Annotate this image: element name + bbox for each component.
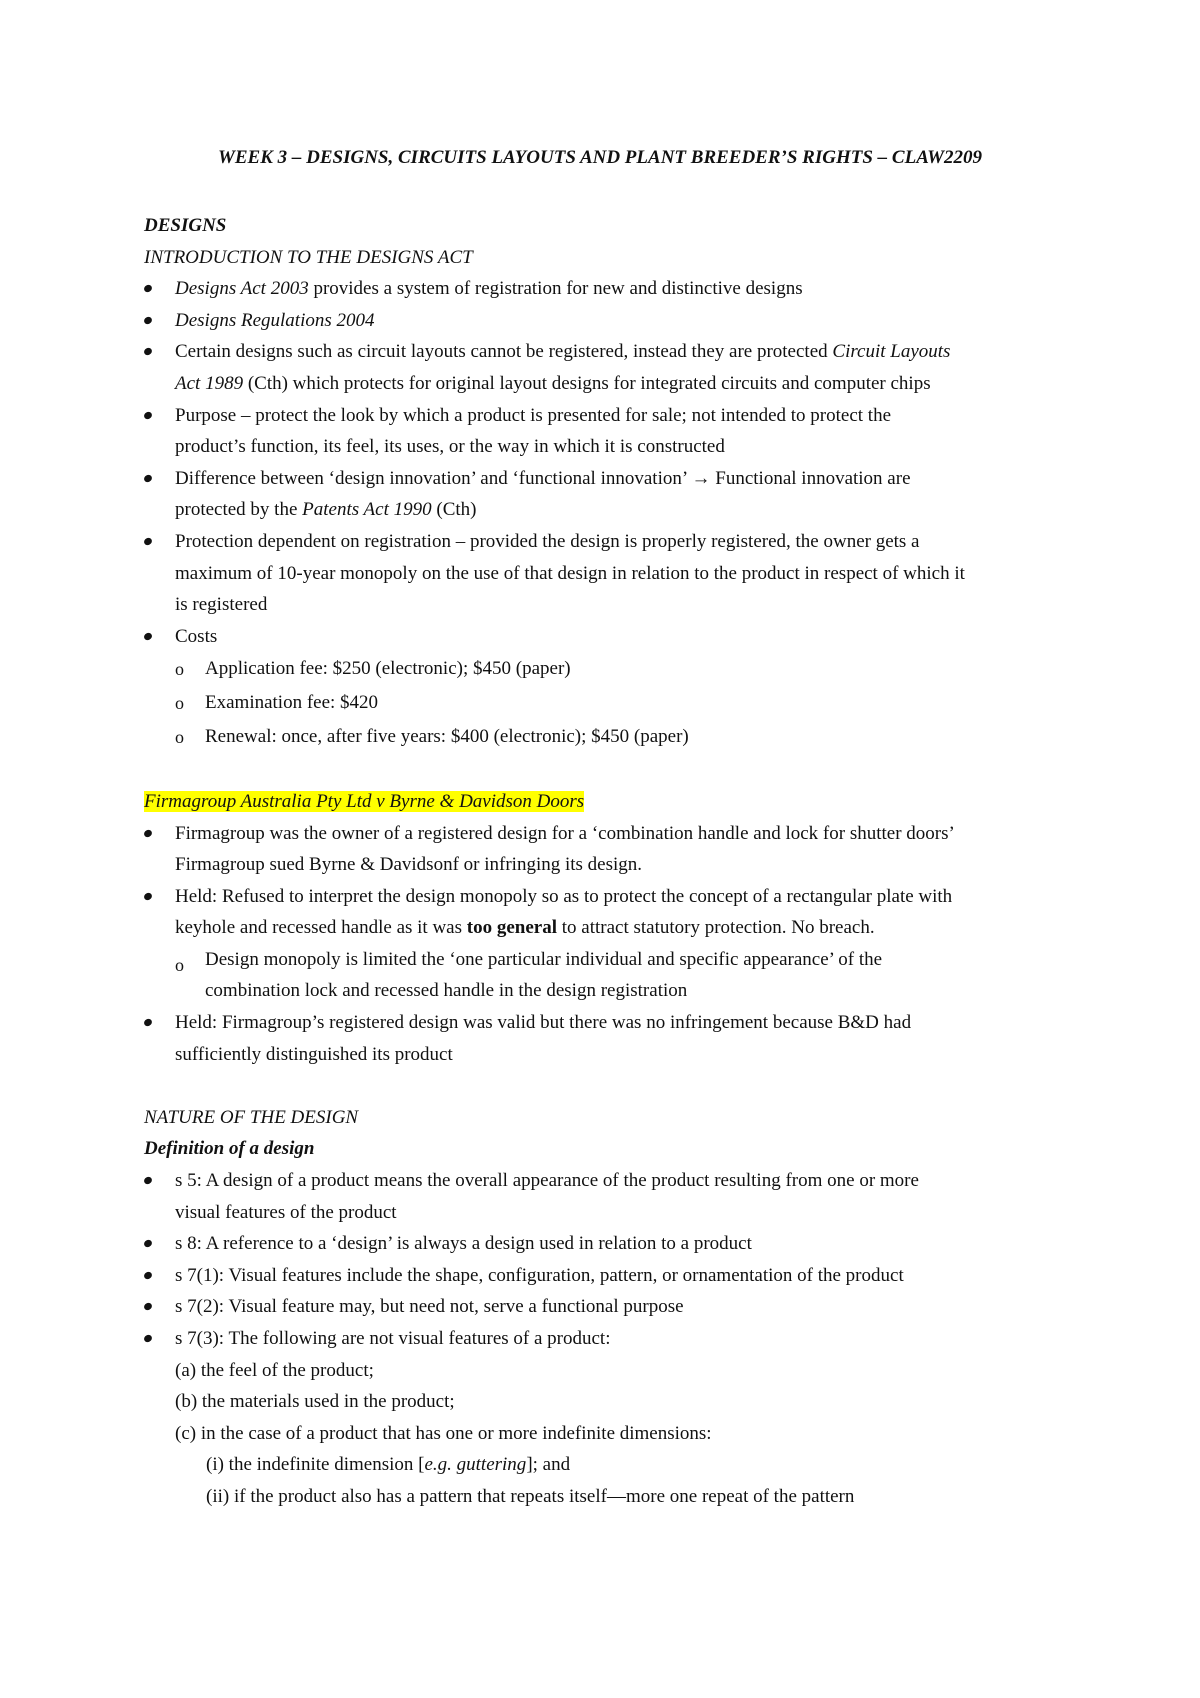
list-item: Designs Act 2003 provides a system of registration for new and distinctive designs (144, 273, 1074, 305)
bullet-icon (143, 315, 153, 325)
bullet-icon (143, 473, 153, 483)
bullet-icon (143, 284, 153, 294)
list-item: Held: Firmagroup’s registered design was valid but there was no infringement because B&D had sufficiently distinguished its product (144, 1007, 1074, 1070)
definition-bullet-list (144, 1165, 1074, 1513)
section-subheading-intro: INTRODUCTION TO THE DESIGNS ACT (144, 246, 473, 268)
section-heading-nature: NATURE OF THE DESIGN (144, 1106, 359, 1128)
case-heading: Firmagroup Australia Pty Ltd v Byrne & Davidson Doors (144, 790, 585, 812)
bullet-icon (143, 631, 153, 641)
circle-bullet-icon: o (175, 954, 184, 975)
section-subheading-definition: Definition of a design (144, 1138, 315, 1160)
case-bullet-list-2 (144, 1007, 1074, 1070)
list-item: Difference between ‘design innovation’ and ‘functional innovation’ → Functional innovation are protected by the Patents Act 1990 (Cth) (144, 463, 1074, 526)
list-item: o Design monopoly is limited the ‘one particular individual and specific appearance’ of the combination lock and recessed handle in the design registration (175, 948, 883, 1002)
list-item: o Application fee: $250 (electronic); $450 (paper) (144, 652, 1074, 686)
bullet-icon (143, 347, 153, 357)
list-item: s 8: A reference to a ‘design’ is always a design used in relation to a product (144, 1228, 1074, 1260)
bullet-icon (143, 410, 153, 420)
circle-bullet-icon: o (175, 693, 184, 714)
bullet-icon (143, 1176, 153, 1186)
list-item: Certain designs such as circuit layouts cannot be registered, instead they are protected Circuit Layouts Act 1989 (Cth) which protects for original layout designs for integrated circuits and computer chips (144, 336, 1074, 399)
list-item: o Examination fee: $420 (144, 686, 1074, 720)
bullet-icon (143, 1270, 153, 1280)
list-item: s 5: A design of a product means the overall appearance of the product resulting from one or more visual features of the product (144, 1165, 1074, 1228)
document-title: WEEK 3 – DESIGNS, CIRCUITS LAYOUTS AND PLANT BREEDER’S RIGHTS – CLAW2209 (217, 147, 983, 168)
list-item: s 7(3): The following are not visual features of a product: (a) the feel of the product; (b) the materials used in the product; (c) in the case of a product that has one or more indefinite dimensions: (i) the indefinite dimension [e.g. guttering]; and (ii) if the product also has a pattern that repeats itself—more one repeat of the pattern (144, 1323, 1074, 1513)
costs-sub-list (144, 652, 1074, 754)
bullet-icon (143, 1334, 153, 1344)
bullet-icon (143, 1239, 153, 1249)
document-body (144, 210, 1074, 1513)
list-item: Designs Regulations 2004 (144, 305, 1074, 337)
intro-bullet-list (144, 273, 1074, 652)
bullet-icon (143, 537, 153, 547)
list-item: Firmagroup was the owner of a registered design for a ‘combination handle and lock for shutter doors’ Firmagroup sued Byrne & Davidsonf or infringing its design. (144, 818, 1074, 881)
list-item: o Renewal: once, after five years: $400 (electronic); $450 (paper) (144, 720, 1074, 754)
list-item: s 7(1): Visual features include the shape, configuration, pattern, or ornamentation of the product (144, 1260, 1074, 1292)
bullet-icon (143, 1018, 153, 1028)
circle-bullet-icon: o (175, 659, 184, 680)
case-bullet-list (144, 818, 1074, 944)
section-heading-designs: DESIGNS (144, 215, 227, 236)
circle-bullet-icon: o (175, 727, 184, 748)
case-sub-list (144, 944, 1074, 1007)
bullet-icon (143, 828, 153, 838)
list-item: Protection dependent on registration – provided the design is properly registered, the owner gets a maximum of 10-year monopoly on the use of that design in relation to the product in respect of which it is registered (144, 526, 1074, 621)
list-item: s 7(2): Visual feature may, but need not, serve a functional purpose (144, 1291, 1074, 1323)
bullet-icon (143, 891, 153, 901)
list-item: Held: Refused to interpret the design monopoly so as to protect the concept of a rectangular plate with keyhole and recessed handle as it was too general to attract statutory protection. No breach. (144, 881, 1074, 944)
bullet-icon (143, 1302, 153, 1312)
list-item: Purpose – protect the look by which a product is presented for sale; not intended to protect the product’s function, its feel, its uses, or the way in which it is constructed (144, 400, 1074, 463)
list-item: Costs (144, 621, 1074, 653)
